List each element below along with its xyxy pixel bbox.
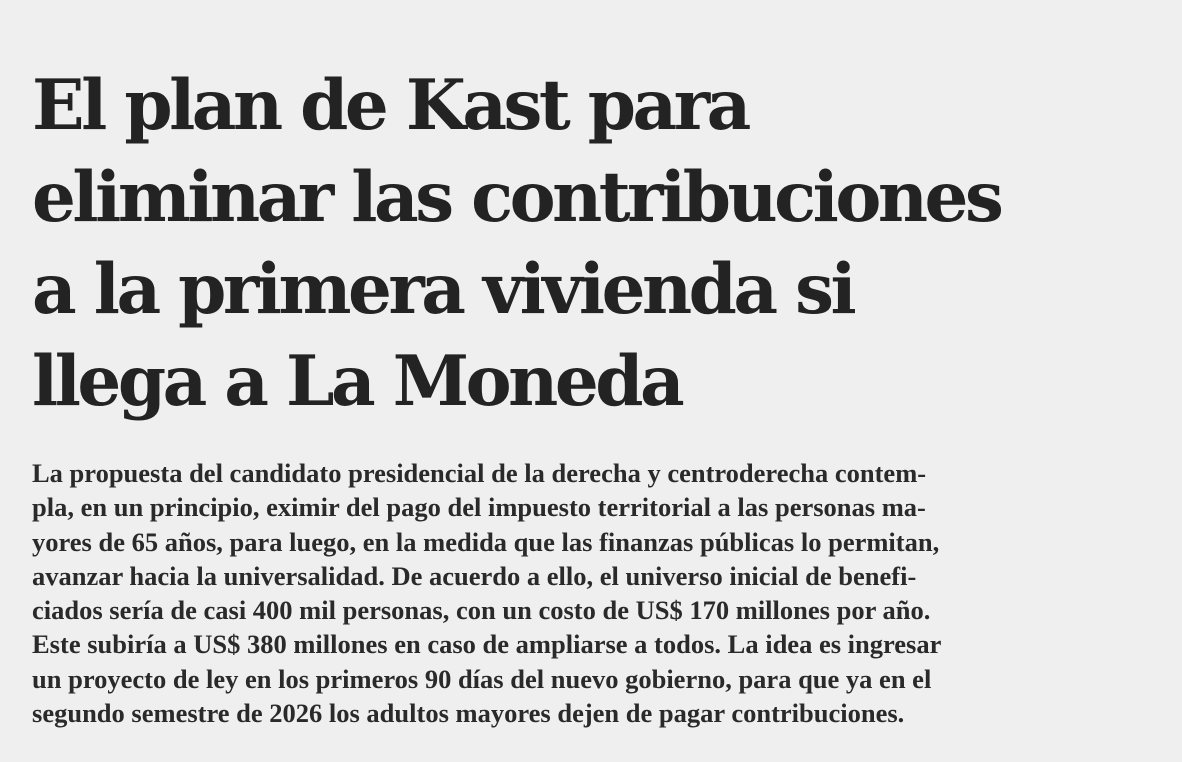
summary-line: avanzar hacia la universalidad. De acuerdo a ello, el universo inicial de benefi- [32, 560, 917, 591]
headline-line: llega a La Moneda [32, 341, 682, 422]
summary-line: yores de 65 años, para luego, en la medida que las finanzas públicas lo permitan, [32, 526, 940, 557]
headline [32, 60, 1162, 428]
headline-line: El plan de Kast para [32, 65, 748, 146]
headline-line: eliminar las contribuciones [32, 157, 1001, 238]
summary-line: un proyecto de ley en los primeros 90 días del nuevo gobierno, para que ya en el [32, 663, 932, 694]
headline-line: a la primera vivienda si [32, 249, 854, 330]
summary-line: La propuesta del candidato presidencial de la derecha y centroderecha contem- [32, 458, 927, 488]
article-summary [32, 456, 1162, 730]
summary-line: Este subiría a US$ 380 millones en caso de ampliarse a todos. La idea es ingresar [32, 629, 942, 660]
summary-line: ciados sería de casi 400 mil personas, con un costo de US$ 170 millones por año. [32, 595, 931, 626]
summary-line: segundo semestre de 2026 los adultos mayores dejen de pagar contribuciones. [32, 698, 905, 729]
summary-line: pla, en un principio, eximir del pago del impuesto territorial a las personas ma- [32, 492, 926, 523]
